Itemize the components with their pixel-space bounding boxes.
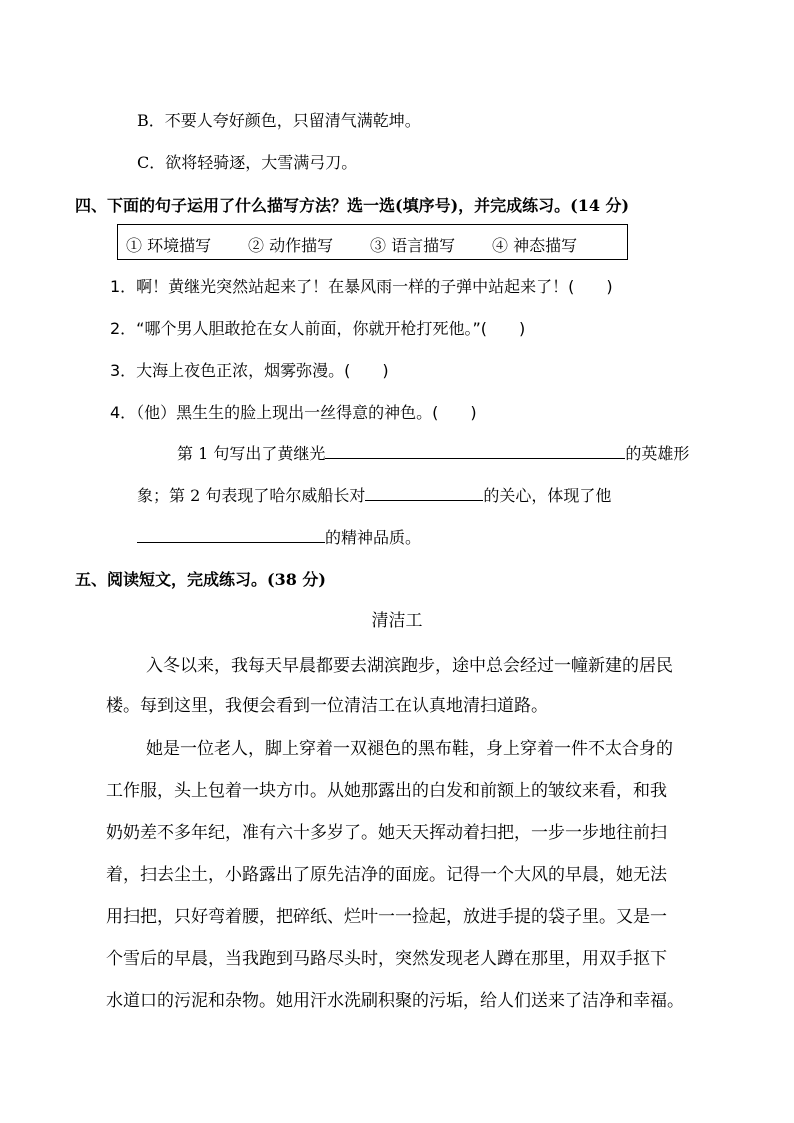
section4-heading: 四、下面的句子运用了什么描写方法？选一选(填序号)，并完成练习。(14 分): [75, 196, 630, 215]
fill-text-2a: 象；第 2 句表现了哈尔威船长对: [137, 486, 366, 505]
option-4: ④ 神态描写: [492, 236, 578, 255]
answer-blank-1[interactable]: [325, 444, 625, 459]
choice-c: C．欲将轻骑逐，大雪满弓刀。: [137, 153, 358, 172]
passage-line-2: 楼。每到这里，我便会看到一位清洁工在认真地清扫道路。: [106, 696, 548, 716]
fill-text-2b: 的关心，体现了他: [483, 486, 612, 505]
fill-line-3: [137, 525, 421, 548]
passage-line-4: 工作服，头上包着一块方巾。从她那露出的白发和前额上的皱纹来看，和我: [106, 781, 667, 801]
fill-line-2: [137, 483, 611, 506]
fill-line-1: [177, 441, 689, 464]
choice-b: B．不要人夸好颜色，只留清气满乾坤。: [137, 111, 421, 130]
fill-text-1b: 的英雄形: [625, 444, 690, 463]
item-3: 3．大海上夜色正浓，烟雾弥漫。( ): [110, 361, 389, 380]
passage-line-6: 着，扫去尘土，小路露出了原先洁净的面庞。记得一个大风的早晨，她无法: [106, 865, 667, 885]
passage-line-9: 水道口的污泥和杂物。她用汗水洗刷积聚的污垢，给人们送来了洁净和幸福。: [106, 991, 684, 1011]
option-2: ② 动作描写: [248, 236, 334, 255]
item-1: 1．啊！黄继光突然站起来了！在暴风雨一样的子弹中站起来了！( ): [110, 277, 613, 296]
option-1: ① 环境描写: [126, 236, 212, 255]
passage-title: 清洁工: [371, 611, 423, 631]
fill-text-1a: 第 1 句写出了黄继光: [177, 444, 326, 463]
passage-line-8: 个雪后的早晨，当我跑到马路尽头时，突然发现老人蹲在那里，用双手抠下: [106, 949, 667, 969]
answer-blank-2[interactable]: [365, 486, 483, 501]
passage-line-1: 入冬以来，我每天早晨都要去湖滨跑步，途中总会经过一幢新建的居民: [146, 656, 673, 676]
answer-blank-3[interactable]: [137, 528, 325, 543]
fill-text-3b: 的精神品质。: [325, 528, 422, 547]
passage-line-3: 她是一位老人，脚上穿着一双褪色的黑布鞋，身上穿着一件不太合身的: [146, 739, 673, 759]
item-2: 2．“哪个男人胆敢抢在女人前面，你就开枪打死他。”( ): [110, 319, 526, 338]
section5-heading: 五、阅读短文，完成练习。(38 分): [75, 570, 326, 589]
option-3: ③ 语言描写: [370, 236, 456, 255]
item-4: 4．（他）黑生生的脸上现出一丝得意的神色。( ): [110, 403, 477, 422]
options-box: [117, 224, 628, 260]
passage-line-7: 用扫把，只好弯着腰，把碎纸、烂叶一一捡起，放进手提的袋子里。又是一: [106, 907, 667, 927]
passage-line-5: 奶奶差不多年纪，准有六十多岁了。她天天挥动着扫把，一步一步地往前扫: [106, 823, 667, 843]
